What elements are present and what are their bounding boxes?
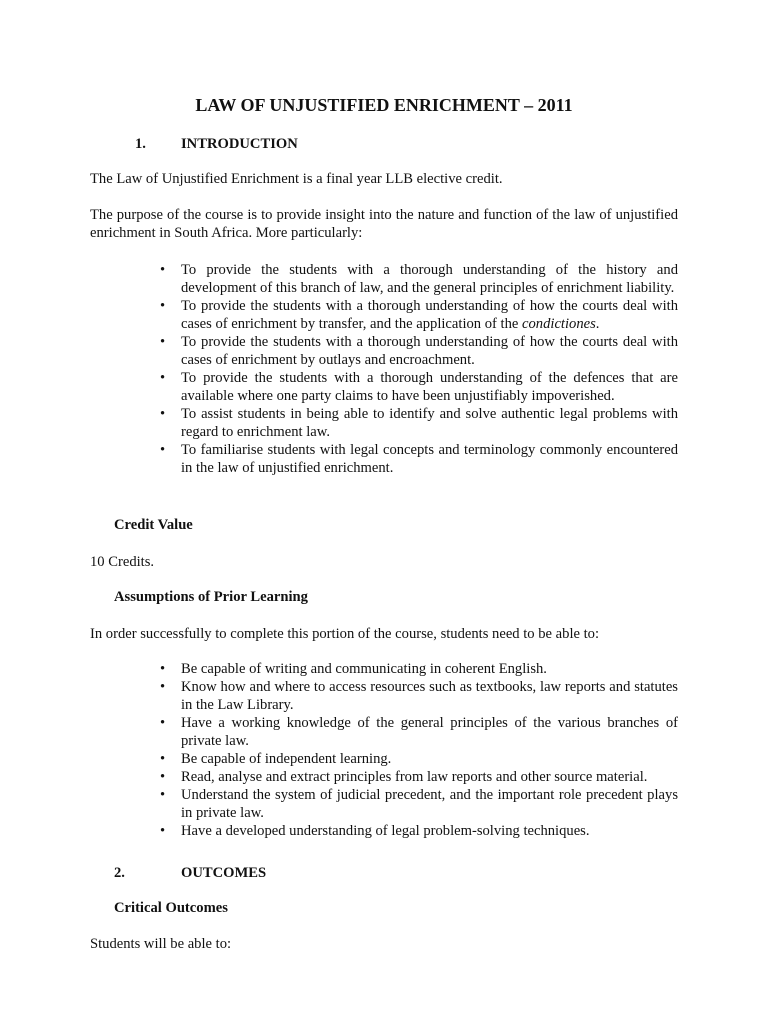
bullet-icon: • — [160, 787, 166, 803]
section-1-number: 1. — [135, 136, 146, 152]
list-item: • To provide the students with a thorough understanding of the defences that are available where one party claims to have been unjustifiably impoverished. — [160, 370, 678, 404]
bullet-icon: • — [160, 769, 166, 785]
prior-learning-intro: In order successfully to complete this portion of the course, students need to be able to: — [90, 626, 600, 642]
list-item: • To provide the students with a thorough understanding of how the courts deal with cases of enrichment by outlays and encroachment. — [160, 334, 678, 368]
purpose-paragraph: The purpose of the course is to provide insight into the nature and function of the law of unjustified enrichment in South Africa. More particularly: — [90, 207, 678, 241]
list-item: • Know how and where to access resources such as textbooks, law reports and statutes in the Law Library. — [160, 679, 678, 713]
list-item: • To assist students in being able to identify and solve authentic legal problems with regard to enrichment law. — [160, 406, 678, 440]
list-item: • Have a working knowledge of the general principles of the various branches of private law. — [160, 715, 678, 749]
bullet-icon: • — [160, 406, 166, 422]
bullet-icon: • — [160, 823, 166, 839]
section-2-number: 2. — [114, 865, 125, 881]
list-item: • Understand the system of judicial precedent, and the important role precedent plays in private law. — [160, 787, 678, 821]
list-item: • To familiarise students with legal concepts and terminology commonly encountered in the law of unjustified enrichment. — [160, 442, 678, 476]
list-item: • Read, analyse and extract principles from law reports and other source material. — [160, 769, 648, 785]
section-2-heading: OUTCOMES — [181, 865, 267, 881]
course-aims-list — [160, 261, 678, 477]
condictiones-term: condictiones — [522, 316, 596, 332]
list-item: • Be capable of writing and communicating in coherent English. — [160, 661, 547, 677]
prior-learning-list — [160, 660, 678, 840]
credit-value-heading: Credit Value — [114, 517, 193, 533]
bullet-icon: • — [160, 679, 166, 695]
list-item: • To provide the students with a thorough understanding of how the courts deal with cases of enrichment by transfer, and the application of the condictiones. — [160, 298, 678, 332]
list-item: • To provide the students with a thorough understanding of the history and development of this branch of law, and the general principles of enrichment liability. — [160, 262, 678, 296]
bullet-icon: • — [160, 442, 166, 458]
intro-paragraph: The Law of Unjustified Enrichment is a final year LLB elective credit. — [90, 171, 503, 187]
bullet-icon: • — [160, 370, 166, 386]
bullet-icon: • — [160, 751, 166, 767]
bullet-icon: • — [160, 715, 166, 731]
bullet-icon: • — [160, 661, 166, 677]
bullet-icon: • — [160, 334, 166, 350]
list-item: • Be capable of independent learning. — [160, 751, 392, 767]
outcomes-intro: Students will be able to: — [90, 936, 232, 952]
list-item: • Have a developed understanding of legal problem-solving techniques. — [160, 823, 590, 839]
bullet-icon: • — [160, 262, 166, 278]
prior-learning-heading: Assumptions of Prior Learning — [114, 589, 308, 605]
section-1-heading: INTRODUCTION — [181, 136, 298, 152]
bullet-icon: • — [160, 298, 166, 314]
document-title: LAW OF UNJUSTIFIED ENRICHMENT – 2011 — [195, 95, 573, 115]
credit-value-text: 10 Credits. — [90, 554, 155, 570]
critical-outcomes-heading: Critical Outcomes — [114, 900, 228, 916]
